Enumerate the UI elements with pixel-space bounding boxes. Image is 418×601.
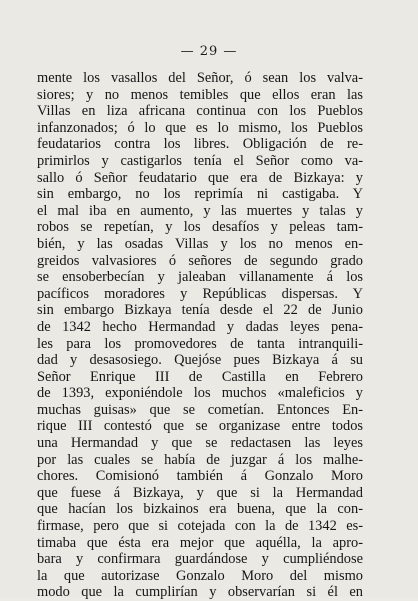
text-line: les para los promovedores de tanta intranquili- [37,335,363,352]
text-line: por las cuales se había de juzgar á los malhe- [37,451,363,468]
text-line: firmase, pero que si cotejada con la de 1342 es- [37,518,363,535]
text-line: siores; y no menos temibles que ellos eran las [37,86,363,103]
text-line: una Hermandad y que se redactasen las leyes [37,435,363,452]
text-line: feudatarios contra los libres. Obligación de re- [37,136,363,153]
text-line: greidos valvasiores ó señores de segundo grado [37,252,363,269]
text-line: timaba que ésta era mejor que aquélla, la apro- [37,534,363,551]
text-line: pacíficos moradores y Repúblicas dispersas. Y [37,285,363,302]
text-line: bara y confirmara guardándose y cumpliéndose [37,551,363,568]
text-line: que hacían los bizkainos era buena, que la con- [37,501,363,518]
text-line: robos se repetían, y los desafíos y peleas tam- [37,219,363,236]
page-number: — 29 — [180,44,238,59]
text-line: chores. Comisionó también á Gonzalo Moro [37,468,363,485]
text-line: primirlos y castigarlos tenía el Señor como va- [37,152,363,169]
text-line: mente los vasallos del Señor, ó sean los valva- [37,70,363,86]
text-line: muchas guisas» que se cometían. Entonces En- [37,401,363,418]
text-line: bién, y las osadas Villas y los no menos en- [37,235,363,252]
text-line: de 1342 hecho Hermandad y dadas leyes pena- [37,318,363,335]
text-line: que fuese á Bizkaya, y que si la Hermandad [37,484,363,501]
text-line: modo que la cumplirían y observarían si él en [37,584,363,601]
text-line: el mal iba en aumento, y las muertes y talas y [37,202,363,219]
text-line: sallo ó Señor feudatario que era de Bizkaya: y [37,169,363,186]
text-line: dad y desasosiego. Quejóse pues Bizkaya á su [37,352,363,369]
text-line: infanzonados; ó lo que es lo mismo, los Pueblos [37,119,363,136]
body-text [37,70,363,601]
text-line: de 1393, exponiéndole los muchos «maleficios y [37,385,363,402]
text-line: Villas en liza africana continua con los Pueblos [37,103,363,120]
text-line: se ensoberbecían y jaleaban villanamente á los [37,269,363,286]
text-line: sin embargo Bizkaya tenía desde el 22 de Junio [37,302,363,319]
text-line: rique III contestó que se organizase entre todos [37,418,363,435]
text-line: Señor Enrique III de Castilla en Febrero [37,368,363,385]
text-line: sin embargo, no los reprimía ni castigaba. Y [37,186,363,203]
text-line: la que autorizase Gonzalo Moro del mismo [37,567,363,584]
